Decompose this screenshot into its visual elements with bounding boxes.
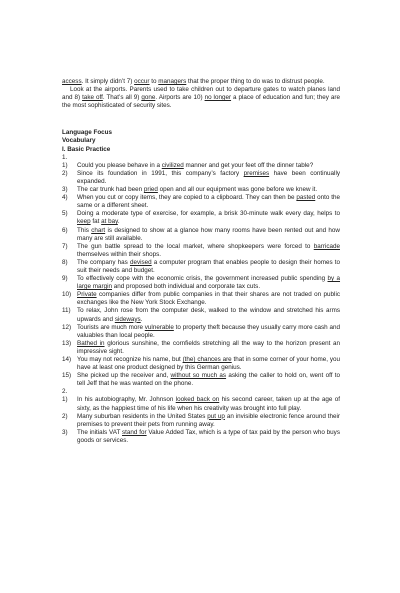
text-segment: . Airports are 10) bbox=[155, 94, 205, 102]
text-segment: onto the same or a different sheet. bbox=[77, 194, 340, 210]
item-sentence bbox=[77, 372, 340, 388]
answer-word: occur bbox=[134, 78, 150, 85]
item-number: 4) bbox=[62, 194, 68, 202]
answer-word: premises bbox=[243, 169, 270, 177]
text-segment: Doing a moderate type of exercise, for example, a brisk 30-minute walk every day, helps to bbox=[77, 210, 340, 218]
answer-word: looked back on bbox=[175, 396, 220, 404]
text-segment: themselves within their shops. bbox=[77, 250, 161, 258]
item-sentence bbox=[77, 396, 340, 412]
item-sentence bbox=[77, 275, 340, 291]
answer-word: access bbox=[62, 78, 82, 85]
answer-word: barricade bbox=[313, 242, 340, 250]
text-segment: The company has bbox=[77, 258, 130, 266]
item-number: 5) bbox=[62, 210, 68, 218]
item-sentence bbox=[77, 307, 340, 323]
item-sentence bbox=[77, 429, 340, 445]
text-segment: his second career, taken up at the age of sixty, as the happiest time of his life when his creativity was brought into full play. bbox=[77, 396, 340, 412]
exercise-item bbox=[62, 275, 340, 291]
text-segment: glorious sunshine, the cornfields stretching all the way to the horizon present an impressive sight. bbox=[77, 339, 341, 355]
item-sentence bbox=[77, 210, 340, 226]
item-sentence bbox=[77, 291, 340, 307]
text-segment: have been continually expanded. bbox=[77, 169, 340, 185]
text-segment: to property theft because they usually carry more cash and valuables than local people. bbox=[77, 323, 340, 339]
item-number: 2) bbox=[62, 169, 68, 177]
answer-word: sideways bbox=[114, 315, 141, 323]
exercise-item bbox=[62, 307, 340, 323]
item-sentence bbox=[77, 194, 340, 210]
item-number: 6) bbox=[62, 226, 68, 234]
answer-word: pried bbox=[143, 186, 158, 194]
text-segment: . bbox=[117, 218, 120, 226]
exercise-item bbox=[62, 194, 340, 210]
item-number: 11) bbox=[62, 307, 71, 315]
text-segment: asking the caller to hold on, went off to tell Jeff that he was wanted on the phone. bbox=[77, 372, 340, 388]
text-segment: that the proper thing to do was to distrust people. bbox=[186, 78, 325, 85]
answer-word: gone bbox=[141, 94, 156, 102]
item-number: 3) bbox=[62, 186, 68, 194]
exercise-item bbox=[62, 429, 340, 445]
text-segment: Since its foundation in 1991, this company’s factory bbox=[77, 169, 244, 177]
answer-word: Bathed in bbox=[77, 339, 105, 347]
exercise-item bbox=[62, 356, 340, 372]
text-segment: In his autobiography, Mr. Johnson bbox=[77, 396, 176, 404]
item-sentence bbox=[77, 170, 340, 186]
exercise-item bbox=[62, 210, 340, 226]
text-segment: manner and get your feet off the dinner table? bbox=[183, 161, 314, 169]
text-segment: When you cut or copy items, they are copied to a clipboard. They can then be bbox=[77, 194, 297, 202]
answer-word: Private bbox=[77, 291, 97, 299]
text-segment: Many suburban residents in the United States bbox=[77, 412, 208, 420]
answer-word: at bay bbox=[101, 218, 118, 226]
text-segment: . That’s all 9) bbox=[102, 94, 142, 102]
answer-word: managers bbox=[158, 78, 187, 85]
answer-word: chart bbox=[91, 226, 106, 234]
item-number: 1) bbox=[62, 396, 68, 404]
item-number: 12) bbox=[62, 323, 72, 331]
text-segment: . It simply didn’t 7) bbox=[81, 78, 135, 85]
exercise-item bbox=[62, 243, 340, 259]
exercise-item bbox=[62, 259, 340, 275]
text-segment: To relax, John rose from the computer desk, walked to the window and stretched his arms upwards and bbox=[77, 307, 340, 323]
exercise-item bbox=[62, 340, 340, 356]
heading-language-focus: Language Focus bbox=[62, 129, 113, 137]
item-sentence bbox=[77, 227, 340, 243]
intro-paragraph-1 bbox=[62, 78, 340, 86]
item-sentence bbox=[77, 259, 340, 275]
part-1-list bbox=[62, 162, 340, 389]
answer-word: pasted bbox=[296, 194, 316, 202]
exercise-item bbox=[62, 170, 340, 186]
answer-word: by a large margin bbox=[77, 275, 341, 291]
text-segment: The initials VAT bbox=[77, 428, 123, 436]
part-1-number: 1. bbox=[62, 153, 68, 161]
answer-word: take off bbox=[82, 94, 103, 102]
exercise-item bbox=[62, 162, 340, 170]
text-segment: To effectively cope with the economic crisis, the government increased public spending bbox=[77, 275, 328, 283]
item-number: 14) bbox=[62, 356, 72, 363]
text-segment: and proposed both individual and corporate tax cuts. bbox=[112, 283, 261, 291]
answer-word: put up bbox=[207, 412, 225, 420]
item-sentence bbox=[77, 243, 340, 259]
part-2-list bbox=[62, 396, 340, 445]
heading-basic-practice: I. Basic Practice bbox=[62, 145, 111, 153]
text-segment: She picked up the receiver and, bbox=[77, 372, 171, 380]
text-segment: open and all our equipment was gone before we knew it. bbox=[157, 186, 318, 194]
text-segment: . bbox=[140, 315, 143, 323]
item-number: 1) bbox=[62, 161, 68, 169]
text-segment: to bbox=[149, 78, 159, 85]
exercise-item bbox=[62, 227, 340, 243]
part-2-number: 2. bbox=[62, 388, 68, 396]
exercise-item bbox=[62, 186, 340, 194]
text-segment: fat bbox=[90, 218, 102, 226]
answer-word: devised bbox=[129, 258, 152, 266]
item-sentence bbox=[77, 413, 340, 429]
item-number: 3) bbox=[62, 428, 68, 436]
text-segment: You may not recognize his name, but bbox=[77, 356, 183, 363]
text-segment: The car trunk had been bbox=[77, 186, 144, 194]
text-segment: a computer program that enables people to design their homes to suit their needs and budget. bbox=[77, 258, 340, 274]
answer-word: no longer bbox=[204, 94, 232, 102]
exercise-item bbox=[62, 372, 340, 388]
text-segment: is designed to show at a glance how many rooms have been rented out and how many are still available. bbox=[77, 226, 340, 242]
text-segment: an invisible electronic fence around their premises to prevent their pets from running away. bbox=[77, 412, 340, 428]
item-sentence bbox=[77, 340, 340, 356]
text-segment: Tourists are much more bbox=[77, 323, 145, 331]
answer-word: vulnerable bbox=[144, 323, 174, 331]
text-segment: companies differ from public companies in that their shares are not traded on public exchanges like the New York Stock Exchange. bbox=[77, 291, 340, 307]
item-sentence bbox=[77, 186, 340, 194]
text-segment: Value Added Tax, which is a type of tax paid by the person who buys goods or services. bbox=[77, 428, 340, 444]
item-number: 2) bbox=[62, 412, 68, 420]
answer-word: civilized bbox=[161, 161, 184, 169]
item-sentence bbox=[77, 356, 340, 372]
text-segment: Could you please behave in a bbox=[77, 161, 162, 169]
exercise-item bbox=[62, 413, 340, 429]
text-segment: Look at the airports. Parents used to take children out to departure gates to watch planes land and 8) bbox=[62, 86, 340, 102]
exercise-item bbox=[62, 324, 340, 340]
answer-word: stand for bbox=[122, 428, 147, 436]
item-number: 13) bbox=[62, 339, 72, 347]
item-number: 8) bbox=[62, 258, 68, 266]
intro-paragraph-2 bbox=[62, 86, 340, 110]
item-number: 15) bbox=[62, 372, 72, 380]
item-number: 10) bbox=[62, 291, 72, 299]
item-sentence bbox=[77, 324, 340, 340]
item-sentence bbox=[77, 162, 340, 170]
text-segment: This bbox=[77, 226, 92, 234]
heading-vocabulary: Vocabulary bbox=[62, 137, 96, 145]
item-number: 7) bbox=[62, 242, 68, 250]
text-segment: a place of education and fun; they are the most sophisticated of security sites. bbox=[62, 94, 341, 110]
text-segment: that in some corner of your home, you have at least one product designed by this German genius. bbox=[77, 356, 340, 372]
exercise-item bbox=[62, 291, 340, 307]
answer-word: (the) chances are bbox=[182, 356, 232, 363]
answer-word: without so much as bbox=[170, 372, 227, 380]
text-segment: The gun battle spread to the local market, where shopkeepers were forced to bbox=[77, 242, 314, 250]
answer-word: keep bbox=[77, 218, 91, 226]
item-number: 9) bbox=[62, 275, 68, 283]
exercise-item bbox=[62, 396, 340, 412]
